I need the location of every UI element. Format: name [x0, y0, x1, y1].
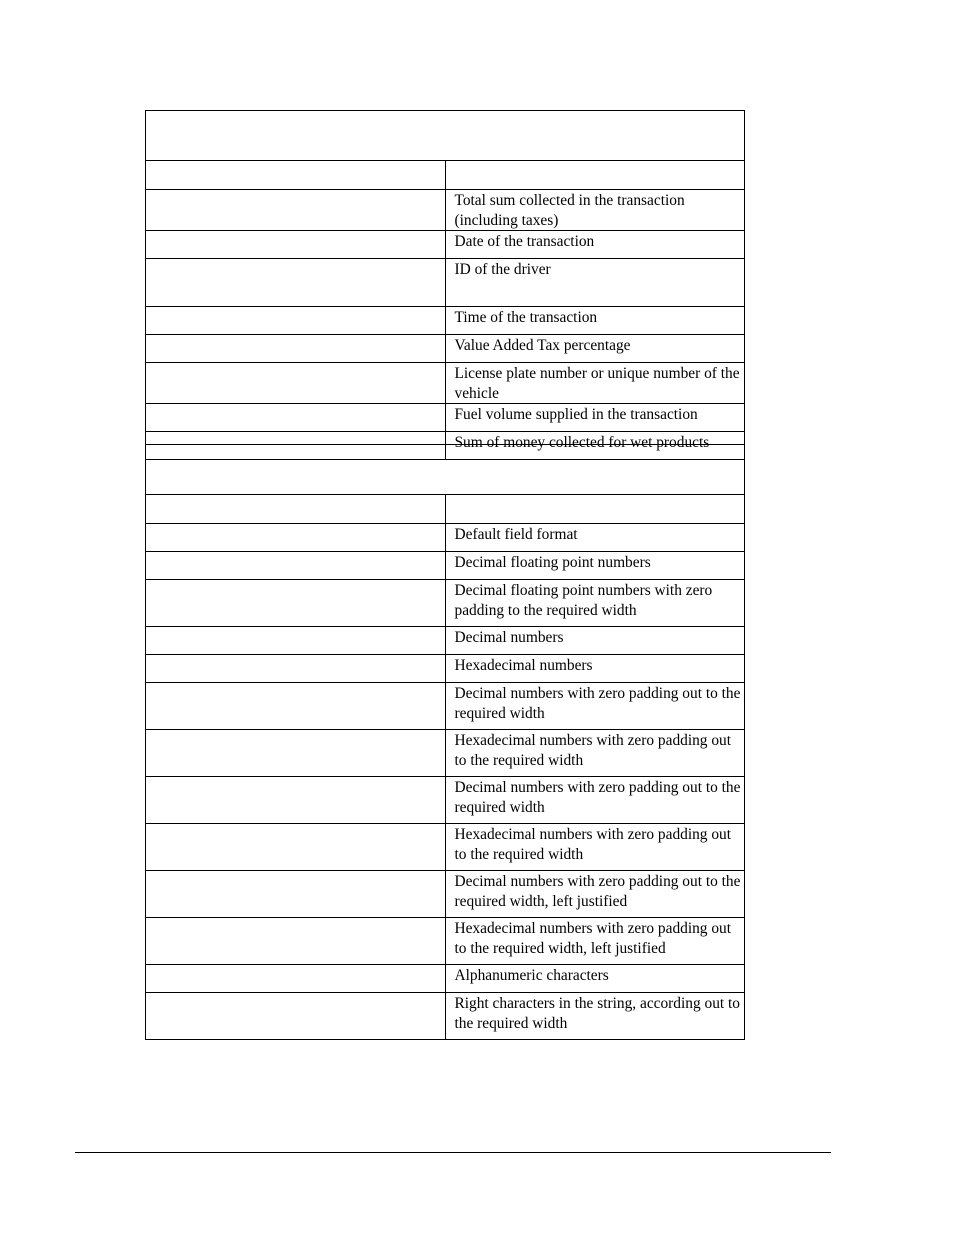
table-column-header-row	[146, 161, 745, 190]
table-row	[146, 655, 745, 683]
format-code-cell	[146, 993, 446, 1040]
format-code-cell	[146, 524, 446, 552]
table-row	[146, 524, 745, 552]
format-description-cell: Decimal numbers with zero padding out to the required width	[445, 683, 745, 730]
table-row	[146, 871, 745, 918]
format-code-cell	[146, 777, 446, 824]
fields-table	[145, 110, 745, 460]
table-row	[146, 918, 745, 965]
table-header-cell	[146, 445, 745, 495]
format-code-cell	[146, 965, 446, 993]
format-description-cell: Decimal numbers with zero padding out to the required width	[445, 777, 745, 824]
format-code-cell	[146, 655, 446, 683]
column-header-description	[445, 495, 745, 524]
field-name-cell	[146, 259, 446, 307]
table-row	[146, 552, 745, 580]
field-description-cell: Value Added Tax percentage	[445, 335, 745, 363]
field-name-cell	[146, 335, 446, 363]
format-code-cell	[146, 580, 446, 627]
format-description-cell: Default field format	[445, 524, 745, 552]
table-row	[146, 627, 745, 655]
field-description-cell: Time of the transaction	[445, 307, 745, 335]
table-row	[146, 190, 745, 231]
table-row	[146, 259, 745, 307]
format-description-cell: Hexadecimal numbers with zero padding out to the required width, left justified	[445, 918, 745, 965]
column-header-format	[146, 495, 446, 524]
format-description-cell: Hexadecimal numbers with zero padding out to the required width	[445, 730, 745, 777]
format-code-cell	[146, 552, 446, 580]
format-description-cell: Right characters in the string, according out to the required width	[445, 993, 745, 1040]
format-description-cell: Decimal numbers with zero padding out to the required width, left justified	[445, 871, 745, 918]
format-code-cell	[146, 824, 446, 871]
table-row	[146, 307, 745, 335]
format-description-cell: Decimal floating point numbers with zero padding to the required width	[445, 580, 745, 627]
table-row	[146, 965, 745, 993]
table-header-row	[146, 445, 745, 495]
field-description-cell: Sum of money collected for wet products	[445, 432, 745, 460]
format-code-cell	[146, 683, 446, 730]
table-row	[146, 404, 745, 432]
table-row	[146, 777, 745, 824]
table-row	[146, 363, 745, 404]
format-code-cell	[146, 871, 446, 918]
field-name-cell	[146, 404, 446, 432]
format-description-cell: Hexadecimal numbers with zero padding out to the required width	[445, 824, 745, 871]
table-row	[146, 993, 745, 1040]
table-row	[146, 335, 745, 363]
column-header-description	[445, 161, 745, 190]
field-description-cell: License plate number or unique number of the vehicle	[445, 363, 745, 404]
footer-divider	[75, 1152, 831, 1153]
column-header-field	[146, 161, 446, 190]
field-description-cell: Fuel volume supplied in the transaction	[445, 404, 745, 432]
format-code-cell	[146, 730, 446, 777]
field-description-cell: ID of the driver	[445, 259, 745, 307]
format-description-cell: Hexadecimal numbers	[445, 655, 745, 683]
table-header-row	[146, 111, 745, 161]
format-description-cell: Decimal floating point numbers	[445, 552, 745, 580]
field-name-cell	[146, 307, 446, 335]
field-name-cell	[146, 231, 446, 259]
field-description-cell: Date of the transaction	[445, 231, 745, 259]
table-column-header-row	[146, 495, 745, 524]
field-name-cell	[146, 190, 446, 231]
format-description-cell: Alphanumeric characters	[445, 965, 745, 993]
format-description-cell: Decimal numbers	[445, 627, 745, 655]
table-row	[146, 231, 745, 259]
format-code-cell	[146, 627, 446, 655]
table-row	[146, 580, 745, 627]
table-row	[146, 683, 745, 730]
field-description-cell: Total sum collected in the transaction (including taxes)	[445, 190, 745, 231]
formats-table	[145, 444, 745, 1040]
field-name-cell	[146, 363, 446, 404]
table-row	[146, 824, 745, 871]
format-code-cell	[146, 918, 446, 965]
table-header-cell	[146, 111, 745, 161]
table-row	[146, 730, 745, 777]
